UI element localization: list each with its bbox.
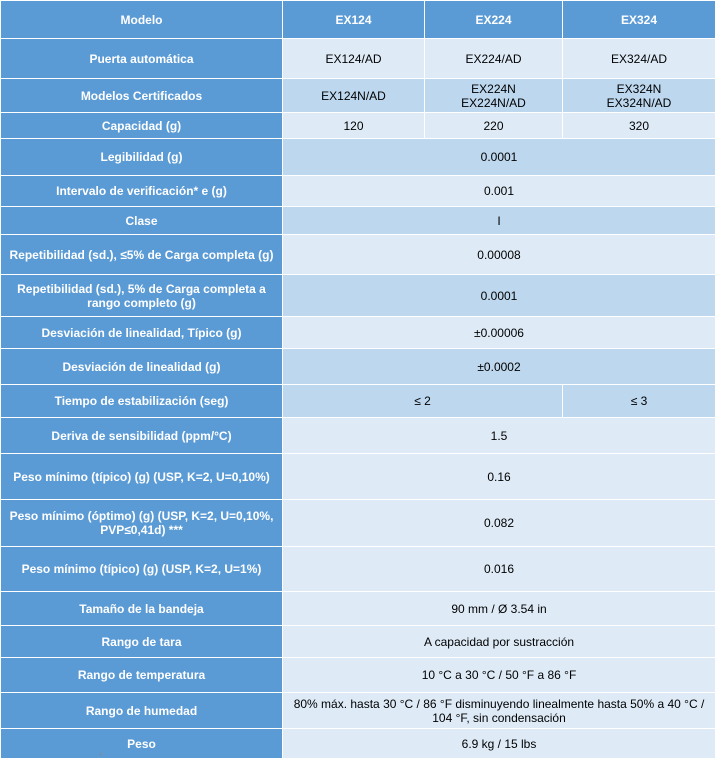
cell-line: 104 °F, sin condensación (432, 710, 566, 725)
cell-peso-min-1: 0.016 (283, 547, 716, 592)
header-model-ex124: EX124 (283, 1, 425, 39)
cell-repetibilidad-1: 0.00008 (283, 235, 716, 275)
table-row (1, 547, 716, 592)
cell-clase: I (283, 207, 716, 235)
table-row (1, 235, 716, 275)
cell-humedad (283, 693, 716, 729)
table-row (1, 385, 716, 418)
cell-puerta-ex124: EX124/AD (283, 39, 425, 79)
cell-puerta-ex224: EX224/AD (425, 39, 563, 79)
row-label-peso: Peso (1, 729, 283, 759)
row-label-linealidad-tipico: Desviación de linealidad, Típico (g) (1, 317, 283, 349)
label-line: Peso mínimo (óptimo) (g) (USP, K=2, U=0,10%, (9, 509, 274, 523)
table-row (1, 592, 716, 626)
row-label-clase: Clase (1, 207, 283, 235)
row-label-capacidad: Capacidad (g) (1, 113, 283, 139)
cell-line: 80% máx. hasta 30 °C / 86 °F disminuyendo linealmente hasta 50% a 40 °C / (293, 696, 705, 711)
header-model-ex324: EX324 (563, 1, 716, 39)
row-label-puerta: Puerta automática (1, 39, 283, 79)
cell-capacidad-ex124: 120 (283, 113, 425, 139)
cell-tara: A capacidad por sustracción (283, 626, 716, 658)
cell-capacidad-ex324: 320 (563, 113, 716, 139)
table-row (1, 658, 716, 693)
table-row (1, 176, 716, 207)
cell-estabilizacion-ex324: ≤ 3 (563, 385, 716, 418)
table-row (1, 275, 716, 317)
table-row (1, 317, 716, 349)
row-label-bandeja: Tamaño de la bandeja (1, 592, 283, 626)
table-row (1, 79, 716, 113)
row-label-repetibilidad-2 (1, 275, 283, 317)
table-header-row (1, 1, 716, 39)
cell-certificados-ex224 (425, 79, 563, 113)
cell-linealidad-tipico: ±0.00006 (283, 317, 716, 349)
cell-legibilidad: 0.0001 (283, 139, 716, 176)
cell-certificados-ex124: EX124N/AD (283, 79, 425, 113)
table-row (1, 113, 716, 139)
table-row (1, 349, 716, 385)
table-row (1, 418, 716, 454)
cell-linealidad: ±0.0002 (283, 349, 716, 385)
label-line: rango completo (g) (87, 295, 196, 310)
cell-peso: 6.9 kg / 15 lbs (283, 729, 716, 759)
row-label-peso-min-optimo (1, 500, 283, 547)
header-model-ex224: EX224 (425, 1, 563, 39)
row-label-certificados: Modelos Certificados (1, 79, 283, 113)
table-row (1, 39, 716, 79)
table-row (1, 693, 716, 729)
cell-puerta-ex324: EX324/AD (563, 39, 716, 79)
row-label-humedad: Rango de humedad (1, 693, 283, 729)
cell-peso-min-optimo: 0.082 (283, 500, 716, 547)
cell-repetibilidad-2: 0.0001 (283, 275, 716, 317)
cell-temperatura: 10 °C a 30 °C / 50 °F a 86 °F (283, 658, 716, 693)
row-label-intervalo: Intervalo de verificación* e (g) (1, 176, 283, 207)
cell-peso-min-tipico: 0.16 (283, 454, 716, 500)
table-row (1, 500, 716, 547)
cell-intervalo: 0.001 (283, 176, 716, 207)
row-label-peso-min-tipico: Peso mínimo (típico) (g) (USP, K=2, U=0,10%) (1, 454, 283, 500)
header-label: Modelo (1, 1, 283, 39)
cell-deriva: 1.5 (283, 418, 716, 454)
table-row (1, 454, 716, 500)
table-row (1, 139, 716, 176)
row-label-tara: Rango de tara (1, 626, 283, 658)
label-line: PVP≤0,41d) *** (100, 523, 183, 537)
cell-line: EX224N (471, 81, 516, 96)
table-row (1, 626, 716, 658)
table-row (1, 729, 716, 759)
page-edge-mark (100, 753, 101, 756)
cell-line: EX324N (616, 81, 662, 96)
row-label-deriva: Deriva de sensibilidad (ppm/°C) (1, 418, 283, 454)
row-label-temperatura: Rango de temperatura (1, 658, 283, 693)
cell-bandeja: 90 mm / Ø 3.54 in (283, 592, 716, 626)
table-row (1, 207, 716, 235)
label-line: Repetibilidad (sd.), 5% de Carga completa a (17, 281, 266, 296)
row-label-estabilizacion: Tiempo de estabilización (seg) (1, 385, 283, 418)
row-label-linealidad: Desviación de linealidad (g) (1, 349, 283, 385)
cell-capacidad-ex224: 220 (425, 113, 563, 139)
cell-certificados-ex324 (563, 79, 716, 113)
cell-estabilizacion-ex124-ex224: ≤ 2 (283, 385, 563, 418)
cell-line: EX324N/AD (606, 95, 672, 110)
row-label-peso-min-1: Peso mínimo (típico) (g) (USP, K=2, U=1%) (1, 547, 283, 592)
row-label-repetibilidad-1: Repetibilidad (sd.), ≤5% de Carga completa (g) (1, 235, 283, 275)
cell-line: EX224N/AD (461, 95, 526, 110)
row-label-legibilidad: Legibilidad (g) (1, 139, 283, 176)
